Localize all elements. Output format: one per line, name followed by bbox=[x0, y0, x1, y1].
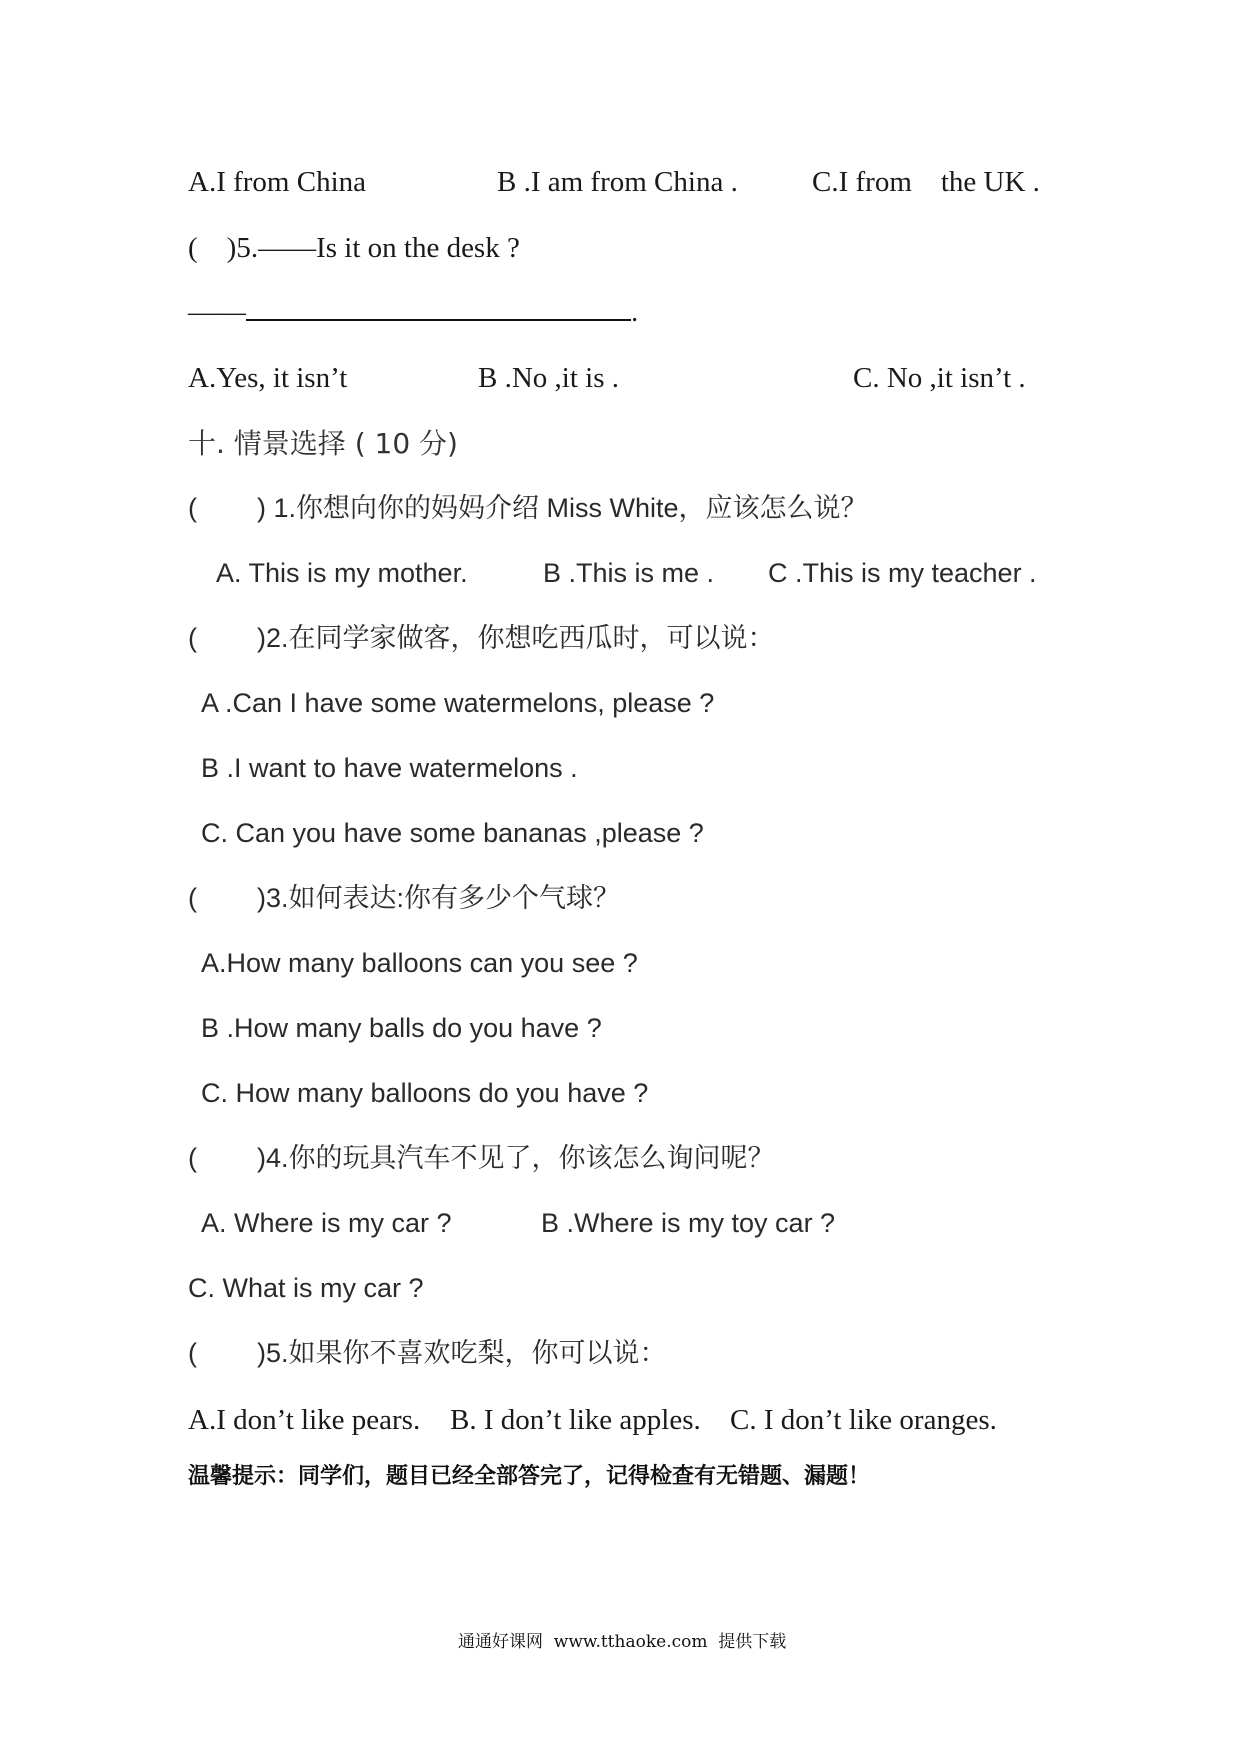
item-2-option-c: C. Can you have some bananas ,please ? bbox=[201, 818, 704, 848]
item-3-option-a: A.How many balloons can you see ? bbox=[201, 948, 638, 978]
q5-prefix: ( )5. bbox=[188, 232, 259, 264]
page-footer: 通通好课网 www.tthaoke.com 提供下载 bbox=[458, 1632, 787, 1652]
q5-option-a: A.Yes, it isn’t bbox=[188, 362, 348, 394]
item-4-option-a: A. Where is my car ? bbox=[201, 1208, 452, 1238]
item-2-option-a: A .Can I have some watermelons, please ? bbox=[201, 688, 715, 718]
item-5-question: ( )5.如果你不喜欢吃梨，你可以说： bbox=[188, 1338, 667, 1368]
item-4-option-c: C. What is my car ? bbox=[188, 1273, 424, 1303]
item-4-question: ( )4.你的玩具汽车不见了，你该怎么询问呢？ bbox=[188, 1143, 775, 1173]
answer-blank[interactable] bbox=[246, 305, 631, 321]
item-1-question: ( ) 1.你想向你的妈妈介绍 Miss White，应该怎么说？ bbox=[188, 493, 868, 523]
q5-text: ——Is it on the desk ? bbox=[258, 232, 520, 264]
item-3-option-c: C. How many balloons do you have ? bbox=[201, 1078, 649, 1108]
q5-question bbox=[188, 234, 520, 263]
q5-option-b: B .No ,it is . bbox=[478, 362, 619, 394]
q4-option-c: C.I from the UK . bbox=[812, 166, 1040, 198]
reminder-tip: 温馨提示：同学们，题目已经全部答完了，记得检查有无错题、漏题！ bbox=[188, 1464, 871, 1489]
item-1-option-b: B .This is me . bbox=[543, 558, 715, 588]
section-heading: 十. 情景选择 ( 10 分) bbox=[188, 427, 458, 460]
item-2-question: ( )2.在同学家做客，你想吃西瓜时，可以说： bbox=[188, 623, 775, 653]
item-2-option-b: B .I want to have watermelons . bbox=[201, 753, 578, 783]
q4-option-b: B .I am from China . bbox=[497, 166, 738, 198]
item-5-option-a: A.I don’t like pears. bbox=[188, 1404, 421, 1436]
item-3-question: ( )3.如何表达:你有多少个气球？ bbox=[188, 883, 621, 913]
q4-option-a: A.I from China bbox=[188, 166, 366, 198]
item-5-option-c: C. I don’t like oranges. bbox=[730, 1404, 997, 1436]
item-1-option-a: A. This is my mother. bbox=[216, 558, 468, 588]
item-5-option-b: B. I don’t like apples. bbox=[450, 1404, 701, 1436]
q5-answer-prefix: —— bbox=[188, 296, 246, 328]
item-4-option-b: B .Where is my toy car ? bbox=[541, 1208, 836, 1238]
q5-answer-line bbox=[188, 298, 638, 327]
item-3-option-b: B .How many balls do you have ? bbox=[201, 1013, 602, 1043]
item-1-option-c: C .This is my teacher . bbox=[768, 558, 1037, 588]
q5-option-c: C. No ,it isn’t . bbox=[853, 362, 1026, 394]
q5-answer-suffix: . bbox=[631, 296, 639, 328]
